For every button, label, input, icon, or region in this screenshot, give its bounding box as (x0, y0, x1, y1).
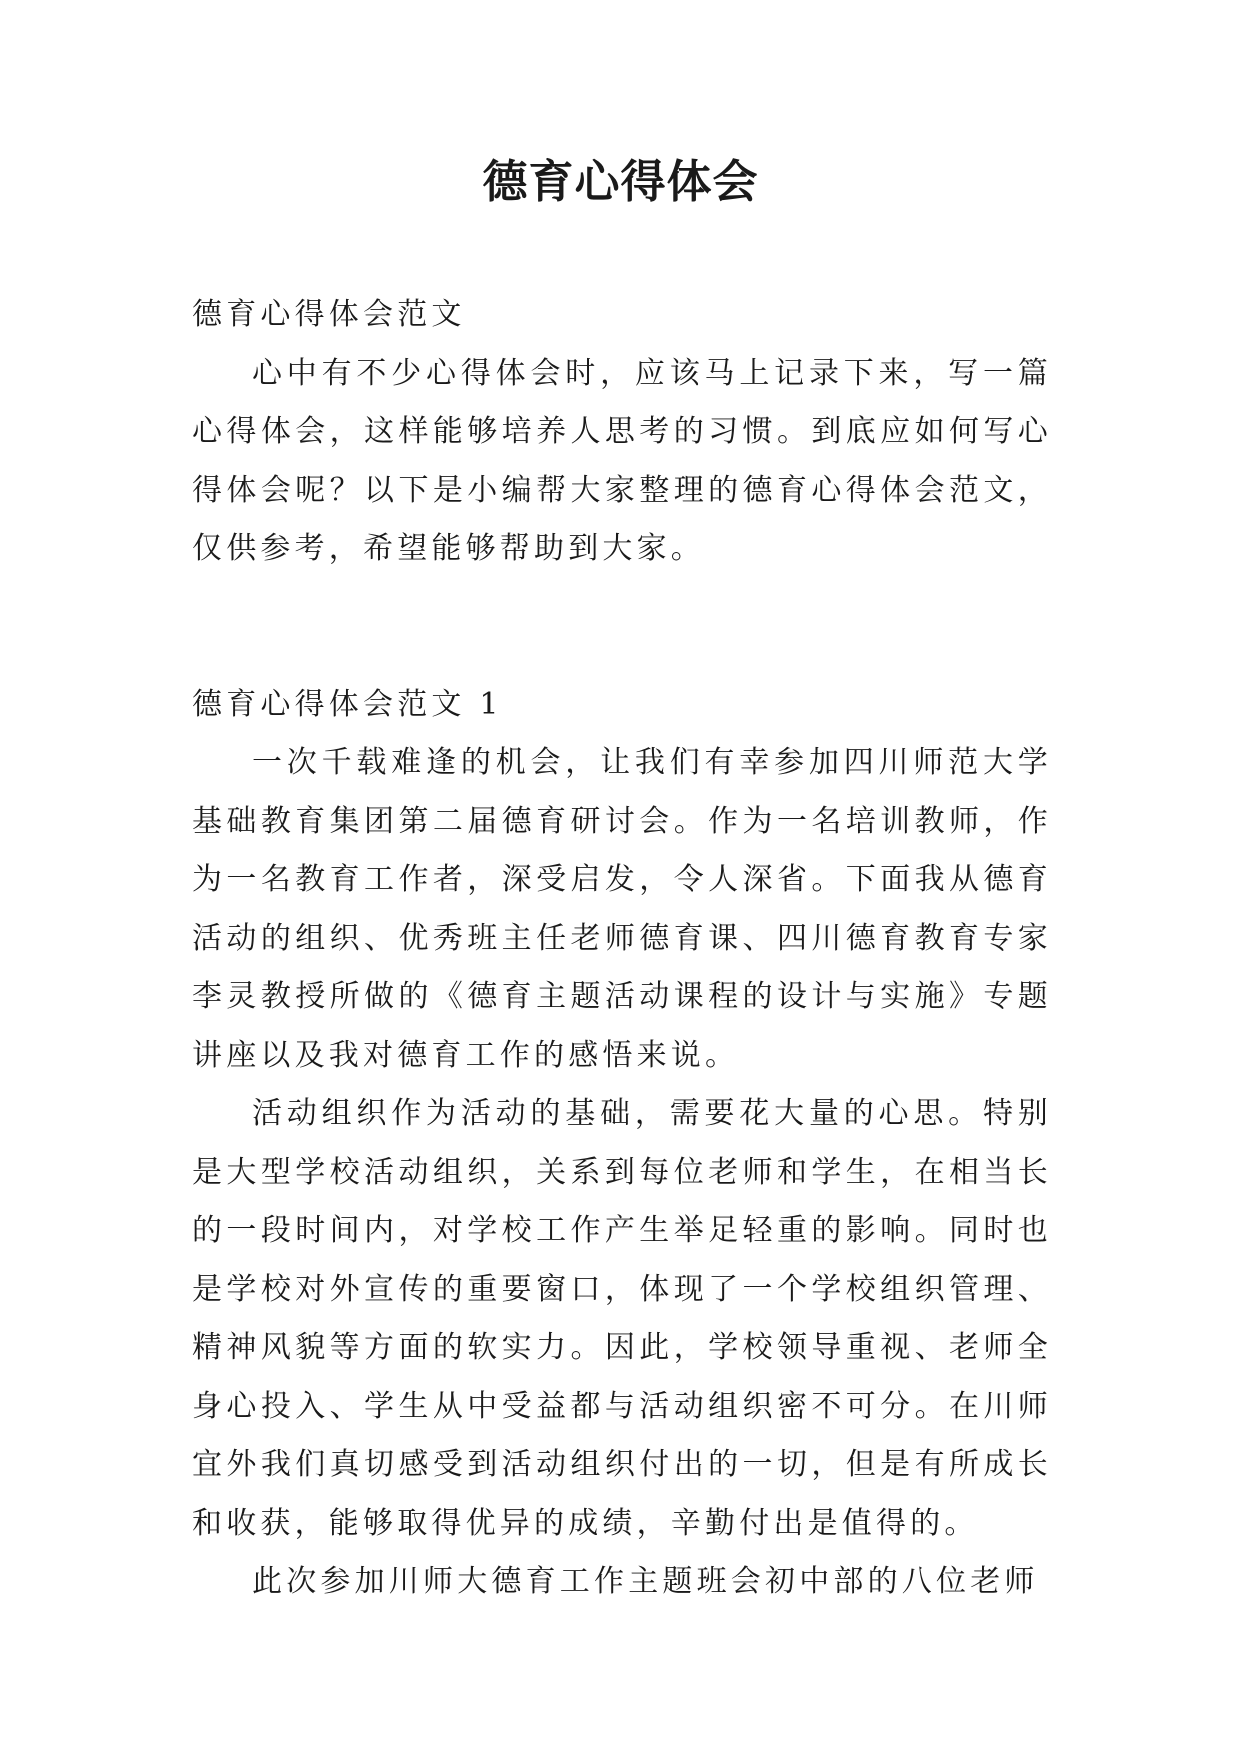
intro-heading: 德育心得体会范文 (192, 297, 466, 332)
section-spacer (192, 579, 1052, 676)
section1-paragraph-3: 此次参加川师大德育工作主题班会初中部的八位老师 (252, 1564, 1039, 1599)
document-title: 德育心得体会 (482, 155, 759, 208)
document-body (192, 286, 1052, 1612)
section1-paragraph-1: 一次千载难逢的机会，让我们有幸参加四川师范大学基础教育集团第二届德育研讨会。作为一名培训教师，作为一名教育工作者，深受启发，令人深省。下面我从德育活动的组织、优秀班主任老师德育课、四川德育教育专家李灵教授所做的《德育主题活动课程的设计与实施》专题讲座以及我对德育工作的感悟来说。 (192, 745, 1052, 1073)
section1-heading: 德育心得体会范文 1 (192, 686, 503, 722)
intro-paragraph: 心中有不少心得体会时，应该马上记录下来，写一篇心得体会，这样能够培养人思考的习惯。到底应如何写心得体会呢？以下是小编帮大家整理的德育心得体会范文，仅供参考，希望能够帮助到大家。 (192, 355, 1052, 566)
section1-paragraph-2: 活动组织作为活动的基础，需要花大量的心思。特别是大型学校活动组织，关系到每位老师和学生，在相当长的一段时间内，对学校工作产生举足轻重的影响。同时也是学校对外宣传的重要窗口，体现了一个学校组织管理、精神风貌等方面的软实力。因此，学校领导重视、老师全身心投入、学生从中受益都与活动组织密不可分。在川师宜外我们真切感受到活动组织付出的一切，但是有所成长和收获，能够取得优异的成绩，辛勤付出是值得的。 (192, 1096, 1052, 1541)
